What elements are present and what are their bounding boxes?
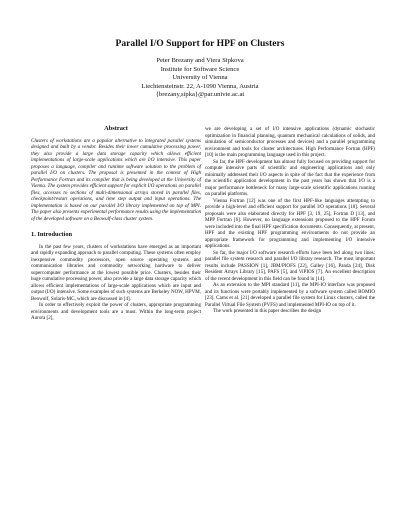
body-paragraph: So far, the HPF development has almost fully focused on providing support for compute intensive parts of scientific and engineering applications and only minimally addressed their I/O aspects in spite of the fact that the experience from the scientific application development in the past years has shown that I/O is a major performance bottleneck for many large-scale scientific applications running on parallel platforms. — [205, 158, 375, 197]
abstract-text: Clusters of workstations are a popular alternative to integrated parallel systems designed and built by a vendor. Besides their lower cumulative processing power, they also provide a large data storage capacity which allows efficient implementations of large-scale applications which are I/O intensive. This paper proposes a language, compiler and runtime software solution to the problem of parallel I/O on clusters. The proposal is presented in the context of High Performance Fortran and its compiler that is being developed at the University of Vienna. The system provides efficient support for explicit I/O operations on parallel files, accesses to sections of multi-dimensional arrays stored in parallel files, checkpoint/restart operations, and time step output and input operations. The implementation is based on our parallel I/O library implemented on top of MPI. The paper also presents experimental performance results using the implementation of the developed software on a Beowulf-class cluster system. — [31, 137, 201, 222]
right-column — [205, 126, 375, 315]
author-university: University of Vienna — [172, 74, 228, 82]
author-address: Liechtensteinstr. 22, A-1090 Vienna, Austria — [141, 82, 259, 90]
body-paragraph: So far, the major I/O software research efforts have been led along two lines: parallel file system research and parallel I/O library research. The most important results include PASSION [1], JBM/PIOFS [22], Galley [16], Panda [24], Disk Resident Arrays Library [15], PAFS [5], and ViPIOS [7]. An excellent description of the recent development in this field can be found in [14]. — [205, 249, 375, 282]
body-paragraph: Vienna Fortran [12] was one of the first HPF-like languages attempting to provide a high-level and efficient support for parallel I/O operations [18]. Several proposals were also elaborated directly for HPF [3, 19, 25], Fortran D [13], and MPP Fortran [6]. However, no language extensions proposed to the HPF Forum were included into the final HPF specification documents. Consequently, at present, HPF and the existing HPF programming environments do not provide an appropriate framework for programming and implementing I/O intensive applications. — [205, 197, 375, 249]
author-institute: Institute for Software Science — [160, 65, 240, 73]
left-column — [31, 126, 201, 322]
author-email: {brezany,sipka}@par.univie.ac.at — [155, 91, 245, 99]
author-names: Peter Brezany and Viera Sipkova — [156, 57, 244, 64]
intro-paragraph: In order to effectively exploit the power of clusters, appropriate programming environments and development tools are a must. Within the long-term project Aurora [2], — [31, 302, 201, 321]
body-paragraph: As an extension to the MPI standard [11], the MPI-IO interface was proposed and its functions were portably implemented by a software system called ROMIO [23]. Carns et al. [21] developed a parallel file system for Linux clusters, called the Parallel Virtual File System (PVFS) and implemented MPI-IO on top of it. — [205, 282, 375, 308]
intro-paragraph: In the past few years, clusters of workstations have emerged as an important and rapidly expanding approach to parallel computing. These systems often employ inexpensive commodity processors, open source operating systems and communication libraries and commodity networking hardware to deliver supercomputer performance at the lowest possible price. Clusters, besides their huge cumulative processing power, also provide a large data storage capacity which allows efficient implementations of large-scale applications which are input and output (I/O) intensive. Some examples of such systems are Berkeley NOW, HPVM, Beowulf, Solaris-MC, which are discussed in [4]. — [31, 243, 201, 302]
abstract-heading: Abstract — [104, 125, 128, 132]
section-heading-introduction: 1. Introduction — [31, 231, 73, 238]
body-paragraph: we are developing a set of I/O intensive applications (dynamic stochastic optimization in financial planning, quantum mechanical calculations of solids, and simulation of semiconductor processes and devices) and a parallel programming environment and tools for cluster architectures. High Performance Fortran (HPF) [10] is the main programming language used in this project. — [205, 126, 375, 158]
paper-title: Parallel I/O Support for HPF on Clusters — [115, 38, 285, 49]
author-block — [0, 57, 400, 100]
body-paragraph: The work presented in this paper describes the design — [213, 308, 322, 314]
